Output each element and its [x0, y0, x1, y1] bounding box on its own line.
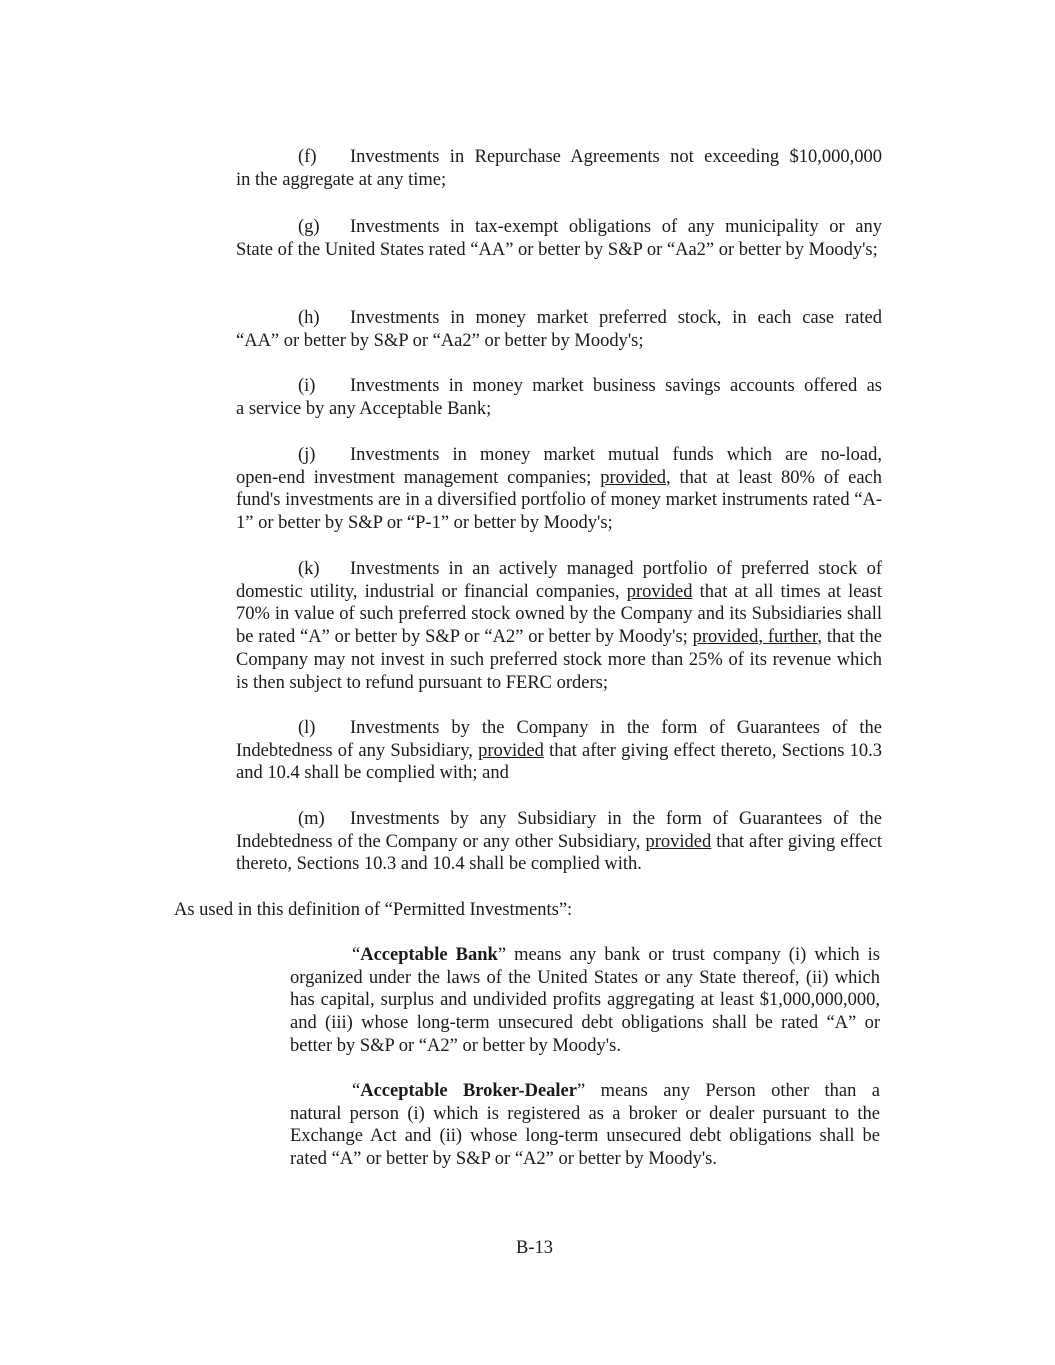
- clause-text: Investments in money market mutual funds which are no-load,: [350, 445, 882, 465]
- defined-term: Acceptable Bank: [360, 945, 498, 965]
- clause-text-continued: “AA” or better by S&P or “Aa2” or better by Moody's;: [236, 330, 644, 351]
- provided-term: provided: [478, 740, 544, 761]
- clause-text-continued: that after giving effect thereto, Sections 10.3 and 10.4 shall be complied with.: [236, 831, 882, 875]
- clause-g: [236, 216, 882, 261]
- clause-text: Investments in money market preferred stock, in each case rated: [350, 308, 882, 328]
- clause-text-continued: open-end investment management companies;: [236, 467, 601, 488]
- clause-label: (m): [298, 809, 325, 829]
- clause-text-continued: State of the United States rated “AA” or better by S&P or “Aa2” or better by Moody's;: [236, 239, 878, 260]
- clause-text: Investments by any Subsidiary in the form of Guarantees of the: [350, 809, 882, 829]
- page-number: B-13: [516, 1238, 553, 1258]
- clause-text-continued: domestic utility, industrial or financial companies,: [236, 581, 627, 602]
- clause-text: Investments in Repurchase Agreements not exceeding $10,000,000: [350, 147, 882, 167]
- clause-i: [236, 375, 882, 420]
- clause-k: [236, 558, 882, 694]
- clause-m: [236, 808, 882, 876]
- definition-text-continued: organized under the laws of the United States or any State thereof, (ii) which has capital, surplus and undivided profits aggregating at least $1,000,000,000, and (iii) whose long-term unsecured debt obligations shall be rated “A” or better by S&P or “A2” or better by Moody's.: [290, 967, 880, 1056]
- clause-text-continued: that at all times at least 70% in value of such preferred stock owned by the Company and its Subsidiaries shall be rated “A” or better by S&P or “A2” or better by Moody's;: [236, 581, 882, 648]
- clause-text-continued: , that the Company may not invest in such preferred stock more than 25% of its revenue which is then subject to refund pursuant to FERC orders;: [236, 627, 882, 693]
- clause-j: [236, 444, 882, 535]
- close-quote: ”: [497, 945, 507, 965]
- provided-term: provided: [600, 467, 666, 488]
- clause-text-continued: Indebtedness of any Subsidiary,: [236, 740, 479, 761]
- clause-text-continued: Indebtedness of the Company or any other Subsidiary,: [236, 831, 646, 852]
- provided-term: provided: [645, 831, 712, 852]
- clause-h: [236, 307, 882, 352]
- clause-label: (g): [298, 217, 320, 237]
- definitions-intro: As used in this definition of “Permitted Investments”:: [174, 900, 573, 920]
- close-quote: ”: [576, 1081, 586, 1101]
- clause-text-continued: in the aggregate at any time;: [236, 169, 447, 190]
- clause-label: (f): [298, 147, 317, 167]
- clause-label: (k): [298, 559, 320, 579]
- clause-text: Investments by the Company in the form of Guarantees of the: [350, 718, 882, 738]
- clause-l: [236, 717, 882, 785]
- definition-acceptable-broker-dealer: [290, 1080, 880, 1171]
- clause-text: Investments in an actively managed portfolio of preferred stock of: [350, 559, 882, 579]
- clause-f: [236, 146, 882, 191]
- provided-term: provided: [692, 627, 759, 648]
- open-quote: “: [352, 1081, 361, 1101]
- provided-term: provided: [626, 581, 693, 602]
- definition-acceptable-bank: [290, 944, 880, 1058]
- clause-label: (l): [298, 718, 316, 738]
- clause-label: (h): [298, 308, 320, 328]
- further-term: further: [767, 627, 818, 648]
- clause-text: Investments in money market business savings accounts offered as: [350, 376, 882, 396]
- definition-text-continued: natural person (i) which is registered as a broker or dealer pursuant to the Exchange Act and (ii) whose long-term unsecured debt obligations shall be rated “A” or better by S&P or “A2” or better by Moody's.: [290, 1103, 880, 1170]
- clause-text-continued: , that at least 80% of each fund's investments are in a diversified portfolio of money market instruments rated “A-1” or better by S&P or “P-1” or better by Moody's;: [236, 467, 882, 534]
- definition-text: means any Person other than a: [585, 1081, 880, 1101]
- clause-label: (i): [298, 376, 316, 396]
- comma: ,: [758, 627, 768, 648]
- clause-text-continued: a service by any Acceptable Bank;: [236, 398, 492, 419]
- definition-text: means any bank or trust company (i) which is: [506, 945, 881, 965]
- defined-term: Acceptable Broker-Dealer: [360, 1081, 577, 1101]
- open-quote: “: [352, 945, 361, 965]
- clause-text: Investments in tax-exempt obligations of any municipality or any: [350, 217, 882, 237]
- clause-text-continued: that after giving effect thereto, Sections 10.3 and 10.4 shall be complied with; and: [236, 740, 882, 784]
- clause-label: (j): [298, 445, 316, 465]
